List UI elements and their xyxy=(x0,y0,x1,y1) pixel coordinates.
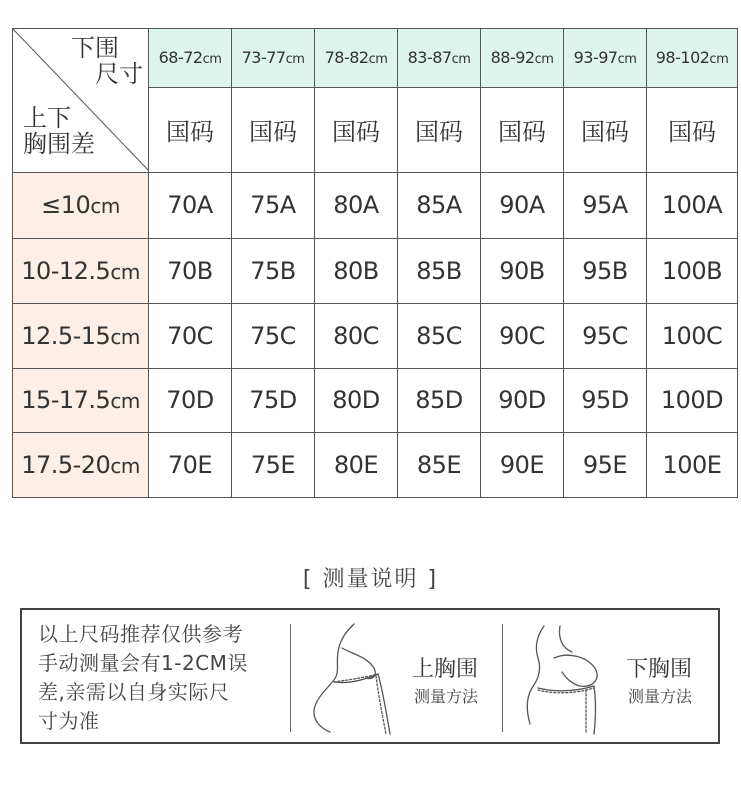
cup-size-cell: 70B xyxy=(149,239,232,304)
cup-size-cell: 70E xyxy=(149,433,232,498)
cup-size-cell: 75E xyxy=(232,433,315,498)
cup-size-cell: 80A xyxy=(315,172,398,239)
upper-bust-subtitle: 测量方法 xyxy=(414,687,479,706)
size-label-cell: 国码 xyxy=(149,87,232,172)
underbust-band-cell: 83-87cm xyxy=(398,29,481,88)
corner-header-cell xyxy=(13,29,149,173)
bust-difference-cell: 10-12.5cm xyxy=(13,239,149,304)
size-label-cell: 国码 xyxy=(398,87,481,172)
cup-size-cell: 90A xyxy=(481,172,564,239)
upper-bust-figure-icon xyxy=(304,618,414,738)
size-label-cell: 国码 xyxy=(481,87,564,172)
underbust-label-line2: 尺寸 xyxy=(95,60,143,88)
size-label-cell: 国码 xyxy=(315,87,398,172)
measurement-notes-box xyxy=(20,608,720,744)
note-line: 以上尺码推荐仅供参考 xyxy=(38,622,243,646)
size-row xyxy=(13,239,738,304)
cup-size-cell: 100B xyxy=(647,239,738,304)
lower-bust-title: 下胸围 xyxy=(626,657,693,682)
underbust-header-row xyxy=(13,29,738,88)
cup-size-cell: 90B xyxy=(481,239,564,304)
cup-size-cell: 80C xyxy=(315,303,398,368)
cup-size-cell: 75A xyxy=(232,172,315,239)
cup-size-cell: 70A xyxy=(149,172,232,239)
lower-bust-figure-icon xyxy=(514,618,624,738)
size-row xyxy=(13,172,738,239)
underbust-band-cell: 73-77cm xyxy=(232,29,315,88)
cup-size-cell: 85B xyxy=(398,239,481,304)
cup-size-cell: 90D xyxy=(481,368,564,433)
measurement-section-title: [ 测量说明 ] xyxy=(302,567,439,592)
size-row xyxy=(13,433,738,498)
bust-difference-cell: 15-17.5cm xyxy=(13,368,149,433)
cup-size-cell: 95C xyxy=(564,303,647,368)
bust-difference-cell: ≤10cm xyxy=(13,172,149,239)
cup-size-cell: 85E xyxy=(398,433,481,498)
note-line: 手动测量会有1-2CM误 xyxy=(38,651,248,675)
cup-size-cell: 70C xyxy=(149,303,232,368)
size-row xyxy=(13,303,738,368)
cup-size-cell: 75C xyxy=(232,303,315,368)
cup-size-cell: 80B xyxy=(315,239,398,304)
cup-size-cell: 90C xyxy=(481,303,564,368)
lower-bust-subtitle: 测量方法 xyxy=(628,687,693,706)
note-line: 差,亲需以自身实际尺 xyxy=(38,680,230,704)
divider-line xyxy=(290,624,291,732)
bust-difference-cell: 12.5-15cm xyxy=(13,303,149,368)
cup-size-cell: 90E xyxy=(481,433,564,498)
measurement-note xyxy=(38,620,288,736)
cup-size-cell: 85A xyxy=(398,172,481,239)
cup-size-cell: 70D xyxy=(149,368,232,433)
divider-line xyxy=(502,624,503,732)
cup-size-cell: 100D xyxy=(647,368,738,433)
underbust-band-cell: 68-72cm xyxy=(149,29,232,88)
size-label-cell: 国码 xyxy=(647,87,738,172)
size-rows xyxy=(13,172,738,497)
cup-size-cell: 100A xyxy=(647,172,738,239)
size-row xyxy=(13,368,738,433)
cup-size-cell: 85C xyxy=(398,303,481,368)
upper-bust-title: 上胸围 xyxy=(412,657,479,682)
bust-diff-label-line2: 胸围差 xyxy=(23,130,95,158)
bust-diff-label-line1: 上下 xyxy=(23,104,71,132)
size-label-cell: 国码 xyxy=(232,87,315,172)
cup-size-cell: 80D xyxy=(315,368,398,433)
size-chart-table xyxy=(12,28,738,498)
cup-size-cell: 100E xyxy=(647,433,738,498)
underbust-band-cell: 93-97cm xyxy=(564,29,647,88)
underbust-band-cell: 98-102cm xyxy=(647,29,738,88)
cup-size-cell: 85D xyxy=(398,368,481,433)
note-line: 寸为准 xyxy=(38,709,100,733)
underbust-band-cell: 88-92cm xyxy=(481,29,564,88)
cup-size-cell: 80E xyxy=(315,433,398,498)
cup-size-cell: 100C xyxy=(647,303,738,368)
bust-difference-cell: 17.5-20cm xyxy=(13,433,149,498)
cup-size-cell: 95D xyxy=(564,368,647,433)
underbust-band-cell: 78-82cm xyxy=(315,29,398,88)
cup-size-cell: 95E xyxy=(564,433,647,498)
cup-size-cell: 75D xyxy=(232,368,315,433)
cup-size-cell: 95B xyxy=(564,239,647,304)
size-label-cell: 国码 xyxy=(564,87,647,172)
cup-size-cell: 75B xyxy=(232,239,315,304)
cup-size-cell: 95A xyxy=(564,172,647,239)
underbust-label-line1: 下围 xyxy=(71,34,119,62)
